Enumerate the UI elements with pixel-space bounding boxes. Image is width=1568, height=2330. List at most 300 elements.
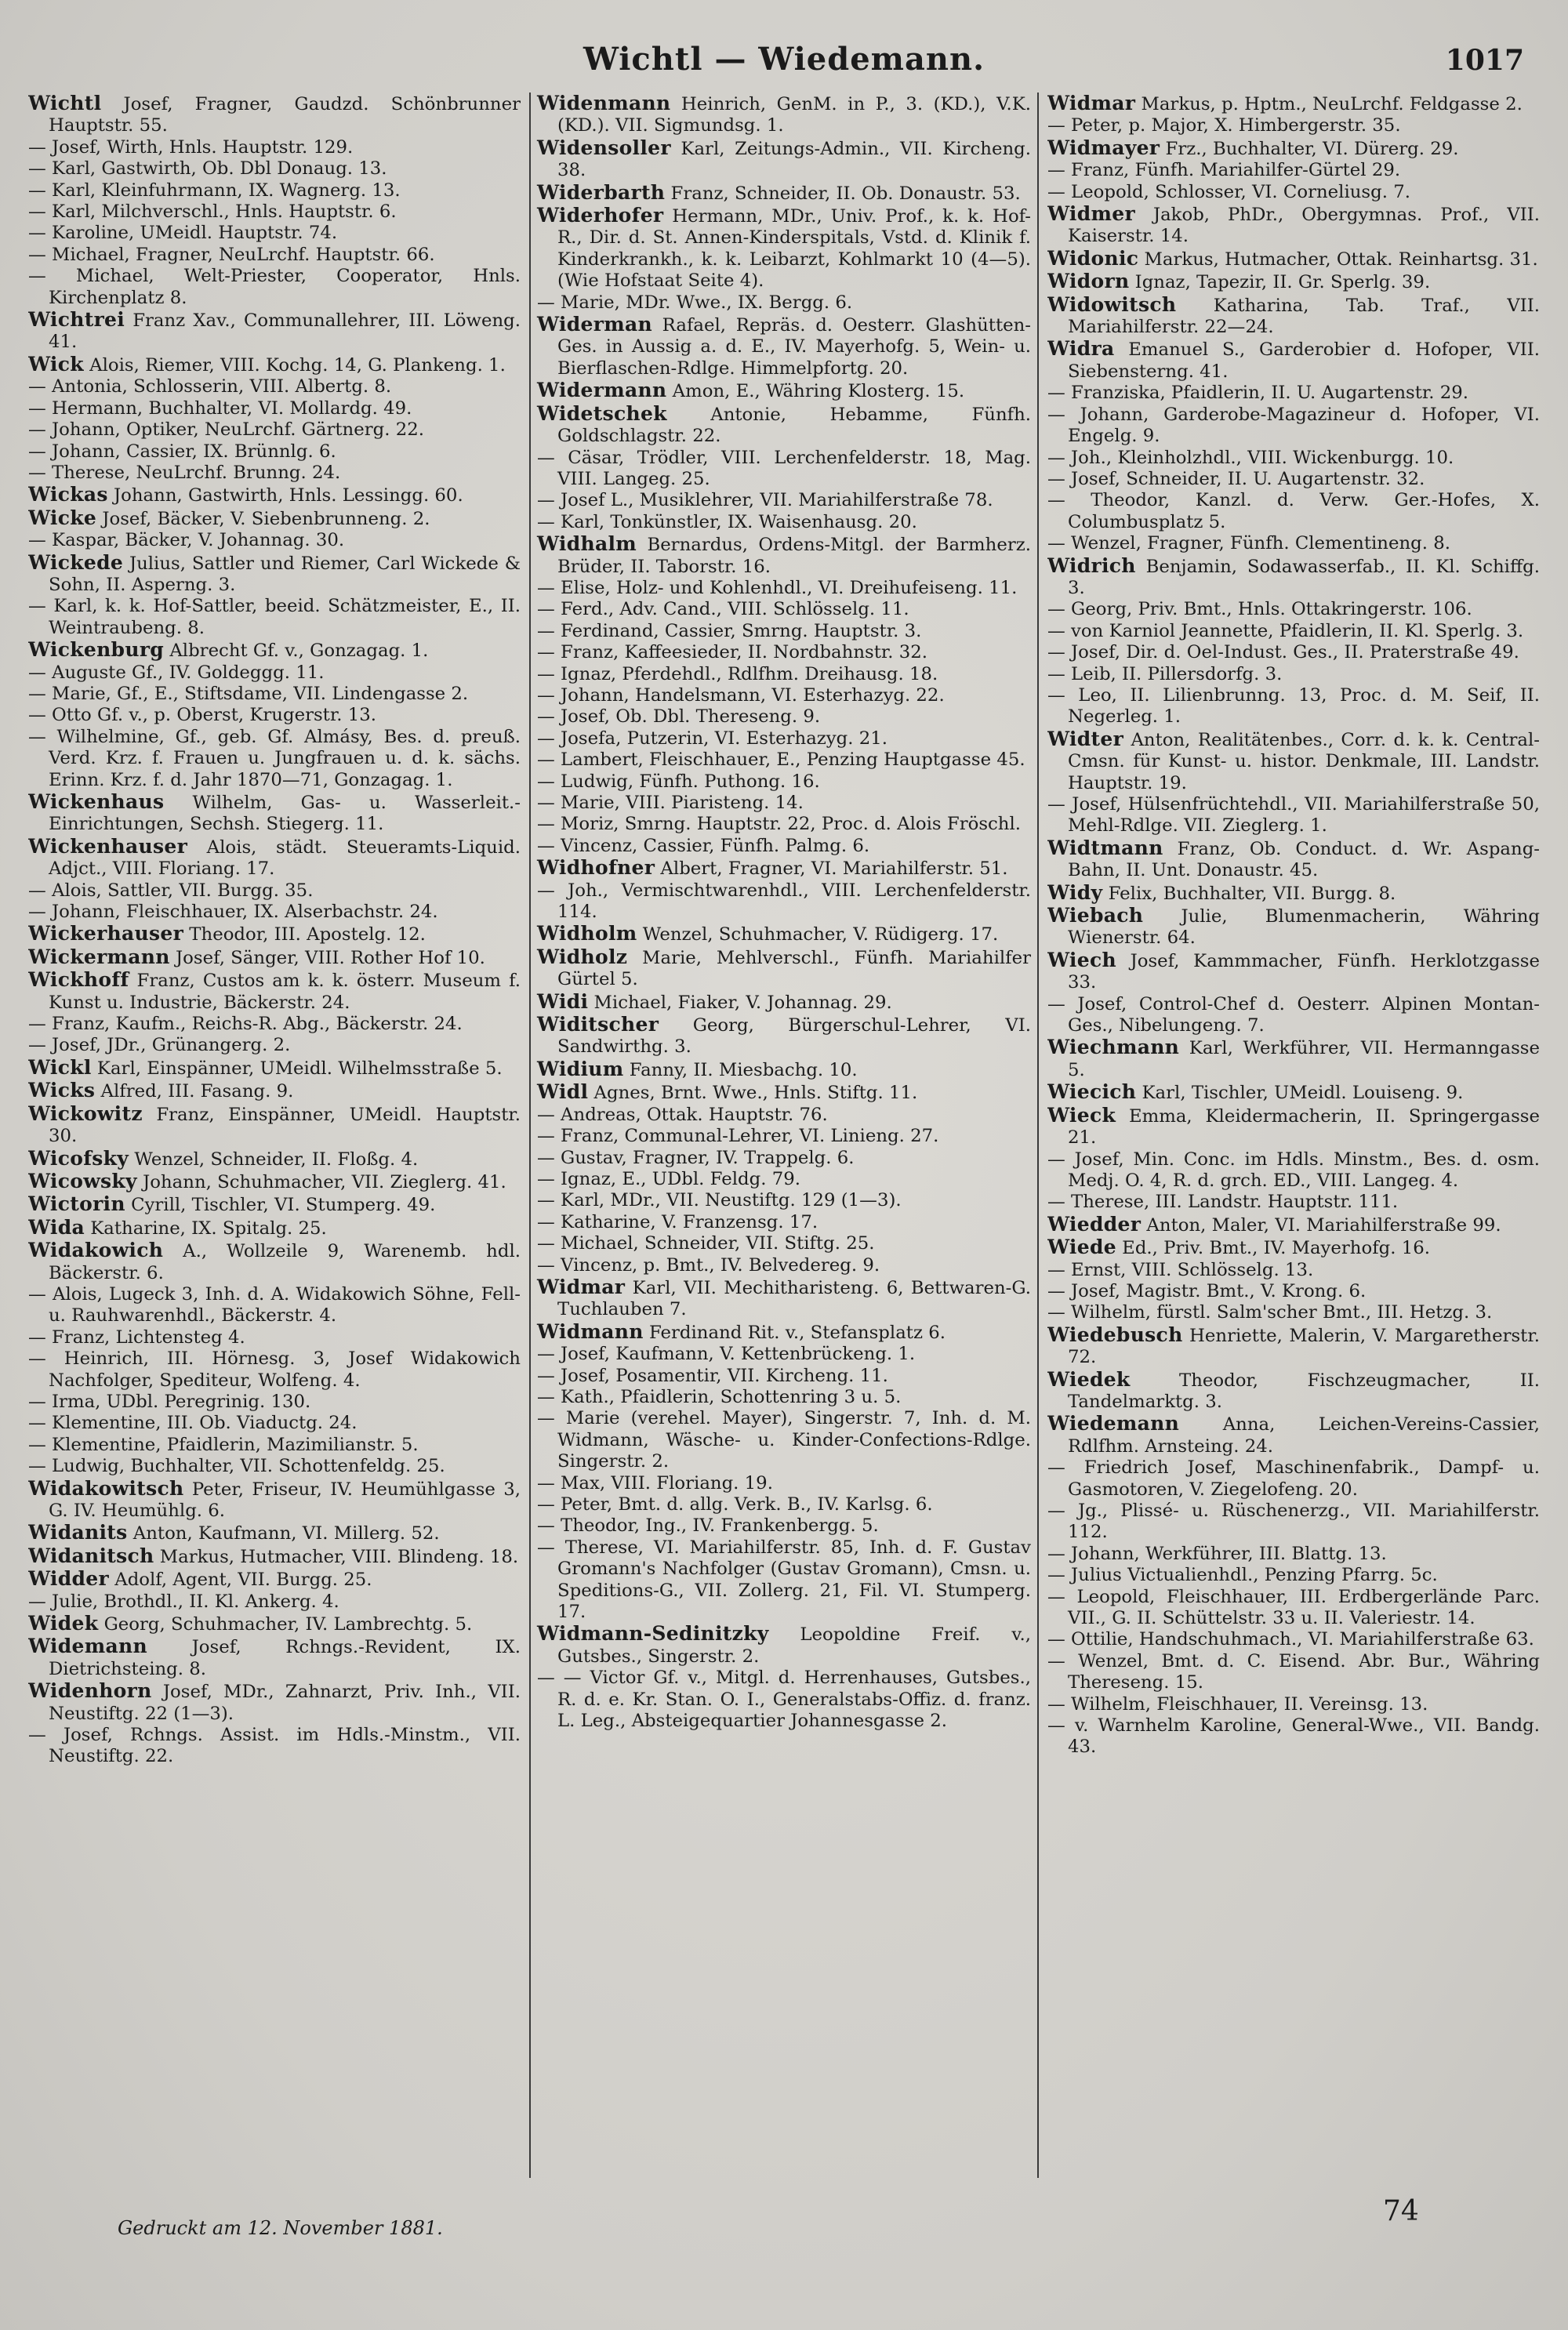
entry-details: — Theodor, Ing., IV. Frankenbergg. 5. [537,1515,879,1537]
directory-subentry [537,749,1031,771]
directory-subentry [1047,794,1540,837]
entry-details: Antonie, Hebamme, Fünfh. Goldschlagstr. 22. [557,404,1031,447]
entry-details: — Karl, MDr., VII. Neustiftg. 129 (1—3). [537,1190,902,1211]
entry-details: — Karl, Tonkünstler, IX. Waisenhausg. 20. [537,511,917,532]
entry-surname: Wiede [1047,1236,1116,1259]
directory-subentry [1047,621,1540,642]
entry-details: Hermann, MDr., Univ. Prof., k. k. Hof-R., Dir. d. St. Annen-Kinderspitals, Vstd. d. Klinik f. Kinderkrankh., k. k. Leibarzt, Kohlmarkt 10 (4—5). (Wie Hofstaat Seite 4). [557,206,1031,292]
directory-entry [28,1170,521,1193]
entry-details: — Johann, Fleischhauer, IX. Alserbachstr. 24. [28,902,438,923]
directory-subentry [28,1014,521,1035]
directory-subentry [28,662,521,684]
entry-details: — Peter, p. Major, X. Himbergerstr. 35. [1047,115,1401,136]
entry-surname: Wickhoff [28,968,129,992]
entry-details: Alfred, III. Fasang. 9. [95,1081,294,1102]
entry-details: Karl, Werkführer, VII. Hermanngasse 5. [1068,1038,1540,1080]
directory-entry [1047,1105,1540,1149]
entry-details: Karl, Zeitungs-Admin., VII. Kircheng. 38. [557,138,1031,181]
entry-details: — Wenzel, Fragner, Fünfh. Clementineng. 8. [1047,533,1450,554]
directory-entry [537,1623,1031,1668]
entry-details: — Alois, Sattler, VII. Burgg. 35. [28,880,314,901]
directory-subentry [28,376,521,397]
directory-subentry [28,1413,521,1434]
entry-surname: Widerman [537,313,652,336]
directory-subentry [28,223,521,244]
entry-surname: Wida [28,1215,85,1239]
directory-entry [1047,338,1540,383]
entry-details: Cyrill, Tischler, VI. Stumperg. 49. [125,1195,436,1216]
print-date: Gedruckt am 12. November 1881. [118,2217,443,2239]
directory-entry [28,791,521,836]
entry-details: — Theodor, Kanzl. d. Verw. Ger.-Hofes, X. Columbusplatz 5. [1047,490,1540,532]
entry-surname: Wictorin [28,1192,125,1216]
entry-details: — Leopold, Schlosser, VI. Corneliusg. 7. [1047,181,1410,202]
entry-details: Ed., Priv. Bmt., IV. Mayerhofg. 16. [1116,1238,1430,1259]
entry-details: Karl, VII. Mechitharisteng. 6, Bettwaren-G. Tuchlauben 7. [557,1277,1031,1320]
entry-details: — Ignaz, Pferdehdl., Rdlfhm. Dreihausg. 18. [537,663,938,684]
entry-details: Franz, Ob. Conduct. d. Wr. Aspang-Bahn, II. Unt. Donaustr. 45. [1068,838,1540,881]
entry-details: Josef, MDr., Zahnarzt, Priv. Inh., VII. Neustiftg. 22 (1—3). [49,1682,521,1724]
entry-details: — Franz, Lichtensteg 4. [28,1327,245,1348]
entry-details: Johann, Schuhmacher, VII. Zieglerg. 41. [136,1171,506,1192]
directory-entry [28,1680,521,1725]
entry-details: — Peter, Bmt. d. allg. Verk. B., IV. Karlsg. 6. [537,1494,933,1515]
entry-surname: Widonic [1047,246,1139,270]
directory-subentry [28,180,521,201]
directory-entry [537,1321,1031,1344]
entry-details: Josef, Bäcker, V. Siebenbrunneng. 2. [96,508,430,529]
entry-details: — Antonia, Schlosserin, VIII. Albertg. 8. [28,376,392,397]
entry-surname: Wickenhauser [28,834,188,858]
entry-details: Marie, Mehlverschl., Fünfh. Mariahilfer Gürtel 5. [557,947,1031,990]
directory-subentry [537,490,1031,511]
directory-entry [537,1081,1031,1104]
directory-subentry [1047,469,1540,490]
directory-entry [537,923,1031,945]
directory-subentry [537,728,1031,749]
entry-details: — Ludwig, Buchhalter, VII. Schottenfeldg. 25. [28,1456,445,1477]
directory-subentry [28,1591,521,1613]
directory-entry [537,1058,1031,1081]
directory-entry [1047,1081,1540,1104]
entry-surname: Wickl [28,1055,92,1079]
directory-entry [537,205,1031,292]
text-columns [28,93,1540,2178]
directory-subentry [1047,1565,1540,1586]
entry-details: A., Wollzeile 9, Warenemb. hdl. Bäckerstr. 6. [49,1241,521,1283]
directory-entry [28,1148,521,1170]
directory-entry [1047,270,1540,293]
entry-details: — Johann, Cassier, IX. Brünnlg. 6. [28,441,336,462]
directory-subentry [28,902,521,923]
entry-details: — Alois, Lugeck 3, Inh. d. A. Widakowich Söhne, Fell- u. Rauhwarenhdl., Bäckerstr. 4. [28,1283,521,1327]
entry-details: — Karl, Kleinfuhrmann, IX. Wagnerg. 13. [28,180,401,201]
directory-entry [537,93,1031,137]
directory-subentry [537,1169,1031,1190]
directory-subentry [537,706,1031,728]
directory-entry [537,533,1031,578]
entry-details: Frz., Buchhalter, VI. Dürerg. 29. [1160,138,1459,159]
entry-details: — Gustav, Fragner, IV. Trappelg. 6. [537,1147,855,1168]
directory-subentry [28,1392,521,1413]
entry-surname: Widter [1047,727,1124,750]
directory-entry [1047,882,1540,905]
directory-subentry [28,684,521,705]
entry-details: — Klementine, III. Ob. Viaductg. 24. [28,1413,358,1434]
entry-surname: Widetschek [537,401,667,425]
entry-surname: Widenhorn [28,1679,152,1703]
directory-subentry [28,463,521,484]
entry-details: — Franz, Communal-Lehrer, VI. Linieng. 27. [537,1126,939,1147]
entry-surname: Widholm [537,922,637,945]
entry-details: — Michael, Welt-Priester, Cooperator, Hnls. Kirchenplatz 8. [28,266,521,308]
entry-details: Theodor, Fischzeugmacher, II. Tandelmarktg. 3. [1068,1370,1540,1412]
entry-surname: Widhalm [537,532,637,556]
directory-subentry [28,158,521,180]
directory-subentry [1047,1544,1540,1565]
entry-details: — Franziska, Pfaidlerin, II. U. Augartenstr. 29. [1047,383,1469,404]
directory-subentry [537,1212,1031,1233]
entry-details: — Otto Gf. v., p. Oberst, Krugerstr. 13. [28,705,376,726]
entry-surname: Wickenburg [28,638,165,662]
entry-surname: Wichtrei [28,308,125,332]
directory-subentry [537,793,1031,814]
entry-surname: Widmann-Sedinitzky [537,1622,769,1646]
entry-surname: Widium [537,1057,624,1080]
entry-surname: Widek [28,1612,99,1635]
directory-subentry [1047,1587,1540,1630]
entry-details: Franz, Schneider, II. Ob. Donaustr. 53. [665,183,1021,204]
entry-surname: Widtmann [1047,836,1163,859]
entry-details: Benjamin, Sodawasserfab., II. Kl. Schiffg. 3. [1068,556,1540,598]
entry-details: — Josef, Magistr. Bmt., V. Krong. 6. [1047,1280,1367,1301]
directory-entry [28,507,521,530]
entry-details: Karl, Einspänner, UMeidl. Wilhelmsstraße 5. [91,1058,503,1079]
directory-subentry [28,880,521,902]
entry-details: Adolf, Agent, VII. Burgg. 25. [108,1570,372,1591]
directory-entry [537,1276,1031,1321]
page-number: 1017 [1445,44,1524,77]
entry-surname: Widerhofer [537,204,664,227]
entry-details: Fanny, II. Miesbachg. 10. [623,1059,858,1080]
entry-surname: Widanits [28,1521,128,1544]
entry-details: Josef, Kammmacher, Fünfh. Herklotzgasse 33. [1068,950,1540,993]
directory-entry [28,1613,521,1635]
directory-entry [1047,294,1540,339]
entry-surname: Widi [537,989,589,1013]
directory-subentry [28,398,521,419]
directory-subentry [537,1190,1031,1211]
entry-details: — Ignaz, E., UDbl. Feldg. 79. [537,1168,800,1189]
entry-details: — Andreas, Ottak. Hauptstr. 76. [537,1104,828,1125]
entry-details: — Josef, Kaufmann, V. Kettenbrückeng. 1. [537,1344,916,1365]
entry-details: Amon, E., Währing Klosterg. 15. [666,381,965,402]
entry-details: — Josef, Dir. d. Oel-Indust. Ges., II. Praterstraße 49. [1047,642,1519,663]
entry-surname: Wiedebusch [1047,1323,1183,1346]
directory-subentry [1047,448,1540,469]
directory-subentry [537,1408,1031,1472]
entry-details: Katharine, IX. Spitalg. 25. [85,1218,327,1239]
directory-entry [1047,728,1540,794]
entry-surname: Wiebach [1047,904,1144,927]
entry-details: — Josef L., Musiklehrer, VII. Mariahilferstraße 78. [537,490,993,511]
directory-subentry [28,441,521,463]
entry-details: Rafael, Repräs. d. Oesterr. Glashütten-Ges. in Aussig a. d. E., IV. Mayerhofg. 5, Wein- u. Bierflaschen-Rdlge. Himmelpfortg. 20. [557,315,1031,379]
entry-details: — Karoline, UMeidl. Hauptstr. 74. [28,223,338,244]
directory-entry [1047,1324,1540,1369]
entry-details: — Joh., Kleinholzhdl., VIII. Wickenburgg. 10. [1047,447,1454,468]
entry-details: — Leopold, Fleischhauer, III. Erdbergerlände Parc. VII., G. II. Schüttelstr. 33 u. II. Valeriestr. 14. [1047,1586,1540,1629]
entry-details: — Hermann, Buchhalter, VI. Mollardg. 49. [28,397,412,419]
entry-details: Josef, Sänger, VIII. Rother Hof 10. [169,947,485,968]
running-title: Wichtl — Wiedemann. [583,41,985,78]
entry-details: — Johann, Garderobe-Magazineur d. Hofoper, VI. Engelg. 9. [1047,404,1540,447]
entry-details: — Michael, Schneider, VII. Stiftg. 25. [537,1233,875,1254]
directory-subentry [1047,1715,1540,1758]
entry-details: Henriette, Malerin, V. Margaretherstr. 72. [1068,1325,1540,1368]
entry-details: Peter, Friseur, IV. Heumühlgasse 3, G. IV. Heumühlg. 6. [49,1479,521,1521]
entry-surname: Wiech [1047,948,1116,971]
directory-subentry [1047,1302,1540,1323]
entry-details: Karl, Tischler, UMeidl. Louiseng. 9. [1136,1083,1464,1104]
entry-details: — Josef, Ob. Dbl. Thereseng. 9. [537,706,821,728]
directory-entry [28,836,521,880]
directory-subentry [537,1105,1031,1126]
entry-details: Ferdinand Rit. v., Stefansplatz 6. [643,1322,946,1343]
entry-surname: Widenmann [537,93,671,114]
directory-subentry [537,685,1031,706]
directory-subentry [537,1473,1031,1494]
directory-subentry [1047,1694,1540,1715]
directory-subentry [1047,1192,1540,1213]
directory-entry [537,991,1031,1014]
entry-surname: Widensoller [537,136,671,159]
directory-entry [537,137,1031,182]
directory-subentry [537,448,1031,491]
entry-details: — Wilhelm, Fleischhauer, II. Vereinsg. 13. [1047,1693,1428,1715]
column-3 [1047,93,1540,2178]
entry-details: Emma, Kleidermacherin, II. Springergasse 21. [1068,1105,1540,1149]
directory-subentry [1047,1457,1540,1501]
directory-entry [28,1103,521,1148]
directory-entry [1047,93,1540,115]
directory-entry [537,314,1031,379]
directory-subentry [537,836,1031,857]
directory-subentry [1047,642,1540,663]
entry-details: — Josef, Hülsenfrüchtehdl., VII. Mariahilferstraße 50, Mehl-Rdlge. VII. Zieglerg. 1. [1047,794,1540,837]
entry-details: Markus, p. Hptm., NeuLrchf. Feldgasse 2. [1135,94,1523,114]
directory-entry [1047,248,1540,270]
directory-entry [537,1014,1031,1058]
entry-details: — Wenzel, Bmt. d. C. Eisend. Abr. Bur., Währing Thereseng. 15. [1047,1650,1540,1693]
directory-subentry [1047,1281,1540,1302]
directory-subentry [1047,664,1540,685]
directory-entry [537,857,1031,880]
directory-subentry [537,512,1031,533]
entry-details: — Johann, Handelsmann, VI. Esterhazyg. 22. [537,684,945,706]
directory-subentry [1047,533,1540,554]
entry-details: — Elise, Holz- und Kohlenhdl., VI. Dreihufeiseng. 11. [537,577,1018,598]
directory-entry [537,379,1031,402]
entry-details: — Katharine, V. Franzensg. 17. [537,1211,818,1232]
directory-entry [537,403,1031,448]
directory-entry [1047,555,1540,600]
directory-subentry [1047,160,1540,181]
directory-entry [28,1635,521,1680]
directory-subentry [537,1148,1031,1169]
directory-subentry [28,1327,521,1348]
directory-subentry [537,1668,1031,1732]
entry-details: Albert, Fragner, VI. Mariahilferstr. 51. [655,858,1008,880]
entry-surname: Widowitsch [1047,292,1177,316]
entry-details: Wenzel, Schneider, II. Floßg. 4. [129,1149,419,1170]
directory-subentry [537,1233,1031,1254]
entry-surname: Widl [537,1080,589,1104]
entry-details: Franz, Custos am k. k. österr. Museum f. Kunst u. Industrie, Bäckerstr. 24. [49,971,521,1013]
directory-subentry [1047,1149,1540,1192]
directory-subentry [1047,1651,1540,1694]
page-header [31,41,1537,80]
directory-entry [28,639,521,662]
entry-details: Heinrich, GenM. in P., 3. (KD.), V.K. (KD.). VII. Sigmundsg. 1. [557,94,1031,136]
entry-surname: Widmar [1047,93,1136,114]
entry-details: — Franz, Kaufm., Reichs-R. Abg., Bäckerstr. 24. [28,1014,463,1035]
entry-details: Franz Xav., Communallehrer, III. Löweng. 41. [49,310,521,353]
entry-surname: Widmann [537,1319,644,1343]
directory-entry [28,1545,521,1568]
entry-details: Felix, Buchhalter, VII. Burgg. 8. [1102,883,1396,904]
directory-entry [28,1239,521,1284]
entry-details: — Josef, Control-Chef d. Oesterr. Alpinen Montan-Ges., Nibelungeng. 7. [1047,993,1540,1036]
directory-entry [28,309,521,354]
entry-details: Albrecht Gf. v., Gonzagag. 1. [164,641,429,662]
directory-subentry [537,621,1031,642]
entry-details: — Michael, Fragner, NeuLrchf. Hauptstr. 66. [28,244,435,265]
entry-details: — Karl, k. k. Hof-Sattler, beeid. Schätzmeister, E., II. Weintraubeng. 8. [28,596,521,638]
entry-surname: Widemann [28,1635,147,1658]
directory-subentry [28,137,521,158]
directory-entry [28,1568,521,1591]
directory-subentry [28,727,521,791]
directory-entry [28,1057,521,1080]
entry-details: — von Karniol Jeannette, Pfaidlerin, II. Kl. Sperlg. 3. [1047,620,1524,641]
entry-details: — Therese, NeuLrchf. Brunng. 24. [28,462,341,483]
entry-details: — Josef, Min. Conc. im Hdls. Minstm., Bes. d. osm. Medj. O. 4, R. d. grch. ED., VIII. Langeg. 4. [1047,1149,1540,1191]
entry-surname: Wicke [28,506,97,529]
entry-details: Julie, Blumenmacherin, Währing Wienerstr. 64. [1068,906,1540,949]
entry-details: Bernardus, Ordens-Mitgl. der Barmherz. Brüder, II. Taborstr. 16. [557,535,1031,577]
entry-surname: Wiedemann [1047,1412,1180,1435]
entry-details: Agnes, Brnt. Wwe., Hnls. Stiftg. 11. [588,1083,918,1104]
directory-subentry [537,880,1031,924]
directory-subentry [28,1284,521,1327]
entry-details: — Marie, VIII. Piaristeng. 14. [537,793,804,813]
entry-surname: Widanitsch [28,1544,154,1567]
column-1 [28,93,521,2178]
entry-details: Anton, Realitätenbes., Corr. d. k. k. Central-Cmsn. für Kunst- u. histor. Denkmale, III. Landstr. Hauptstr. 19. [1068,729,1540,793]
directory-subentry [537,1255,1031,1276]
directory-subentry [1047,383,1540,404]
entry-details: — Lambert, Fleischhauer, E., Penzing Hauptgasse 45. [537,749,1025,771]
entry-surname: Wick [28,352,84,376]
directory-entry [28,1478,521,1522]
directory-subentry [537,642,1031,663]
directory-entry [28,946,521,969]
entry-details: — Josef, Posamentir, VII. Kircheng. 11. [537,1365,888,1386]
entry-details: — Karl, Gastwirth, Ob. Dbl Donaug. 13. [28,158,387,180]
directory-subentry [537,1515,1031,1537]
entry-details: — Franz, Fünfh. Mariahilfer-Gürtel 29. [1047,160,1401,181]
directory-subentry [537,599,1031,620]
entry-details: — Jg., Plissé- u. Rüschenerzg., VII. Mariahilferstr. 112. [1047,1501,1540,1543]
entry-surname: Widy [1047,880,1103,904]
directory-entry [28,552,521,597]
entry-surname: Widakowitsch [28,1476,184,1500]
entry-surname: Widmer [1047,202,1135,226]
directory-subentry [1047,405,1540,448]
entry-details: — Kath., Pfaidlerin, Schottenring 3 u. 5. [537,1386,902,1407]
directory-subentry [537,1494,1031,1515]
directory-subentry [28,1435,521,1456]
entry-details: — Josef, JDr., Grünangerg. 2. [28,1035,291,1056]
entry-details: Anton, Maler, VI. Mariahilferstraße 99. [1141,1214,1501,1236]
directory-subentry [28,419,521,441]
directory-subentry [1047,1501,1540,1544]
entry-details: — Klementine, Pfaidlerin, Mazimilianstr. 5. [28,1434,419,1455]
directory-entry [28,969,521,1014]
directory-subentry [537,771,1031,793]
entry-surname: Wiedder [1047,1212,1142,1236]
directory-entry [1047,137,1540,160]
entry-details: Theodor, III. Apostelg. 12. [183,924,426,945]
directory-subentry [28,266,521,309]
entry-surname: Wickermann [28,945,170,968]
entry-details: — Vincenz, p. Bmt., IV. Belvedereg. 9. [537,1254,880,1276]
entry-surname: Widitscher [537,1013,659,1036]
directory-entry [1047,1214,1540,1236]
entry-details: — Therese, VI. Mariahilferstr. 85, Inh. d. F. Gustav Gromann's Nachfolger (Gustav Gromann), Cmsn. u. Speditions-G., VII. Zollerg. 21, Fil. VI. Stumperg. 17. [537,1537,1031,1623]
directory-subentry [537,292,1031,314]
entry-details: — Max, VIII. Floriang. 19. [537,1472,773,1493]
directory-subentry [537,1344,1031,1365]
entry-details: — Leo, II. Lilienbrunng. 13, Proc. d. M. Seif, II. Negerleg. 1. [1047,684,1540,728]
directory-subentry [1047,182,1540,203]
entry-details: — Cäsar, Trödler, VIII. Lerchenfelderstr. 18, Mag. VIII. Langeg. 25. [537,447,1031,489]
directory-subentry [28,1348,521,1392]
directory-subentry [1047,1260,1540,1281]
entry-details: — Vincenz, Cassier, Fünfh. Palmg. 6. [537,835,870,856]
entry-details: — v. Warnhelm Karoline, General-Wwe., VII. Bandg. 43. [1047,1715,1540,1758]
directory-entry [1047,1369,1540,1414]
directory-entry [28,354,521,376]
directory-entry [28,1217,521,1239]
directory-entry [1047,905,1540,949]
entry-details: — Ernst, VIII. Schlösselg. 13. [1047,1259,1314,1280]
entry-surname: Wicofsky [28,1146,129,1170]
entry-surname: Widrich [1047,553,1136,577]
directory-entry [28,1522,521,1544]
entry-details: — Josef, Schneider, II. U. Augartenstr. 32. [1047,468,1425,489]
entry-details: Alois, Riemer, VIII. Kochg. 14, G. Plankeng. 1. [83,354,506,376]
directory-subentry [537,664,1031,685]
entry-details: — Ferdinand, Cassier, Smrng. Hauptstr. 3. [537,620,922,641]
directory-subentry [28,201,521,223]
entry-details: — Irma, UDbl. Peregrinig. 130. [28,1391,311,1412]
entry-surname: Widmar [537,1275,626,1298]
directory-subentry [537,1387,1031,1408]
entry-details: Johann, Gastwirth, Hnls. Lessingg. 60. [107,485,463,506]
entry-surname: Widorn [1047,270,1130,293]
